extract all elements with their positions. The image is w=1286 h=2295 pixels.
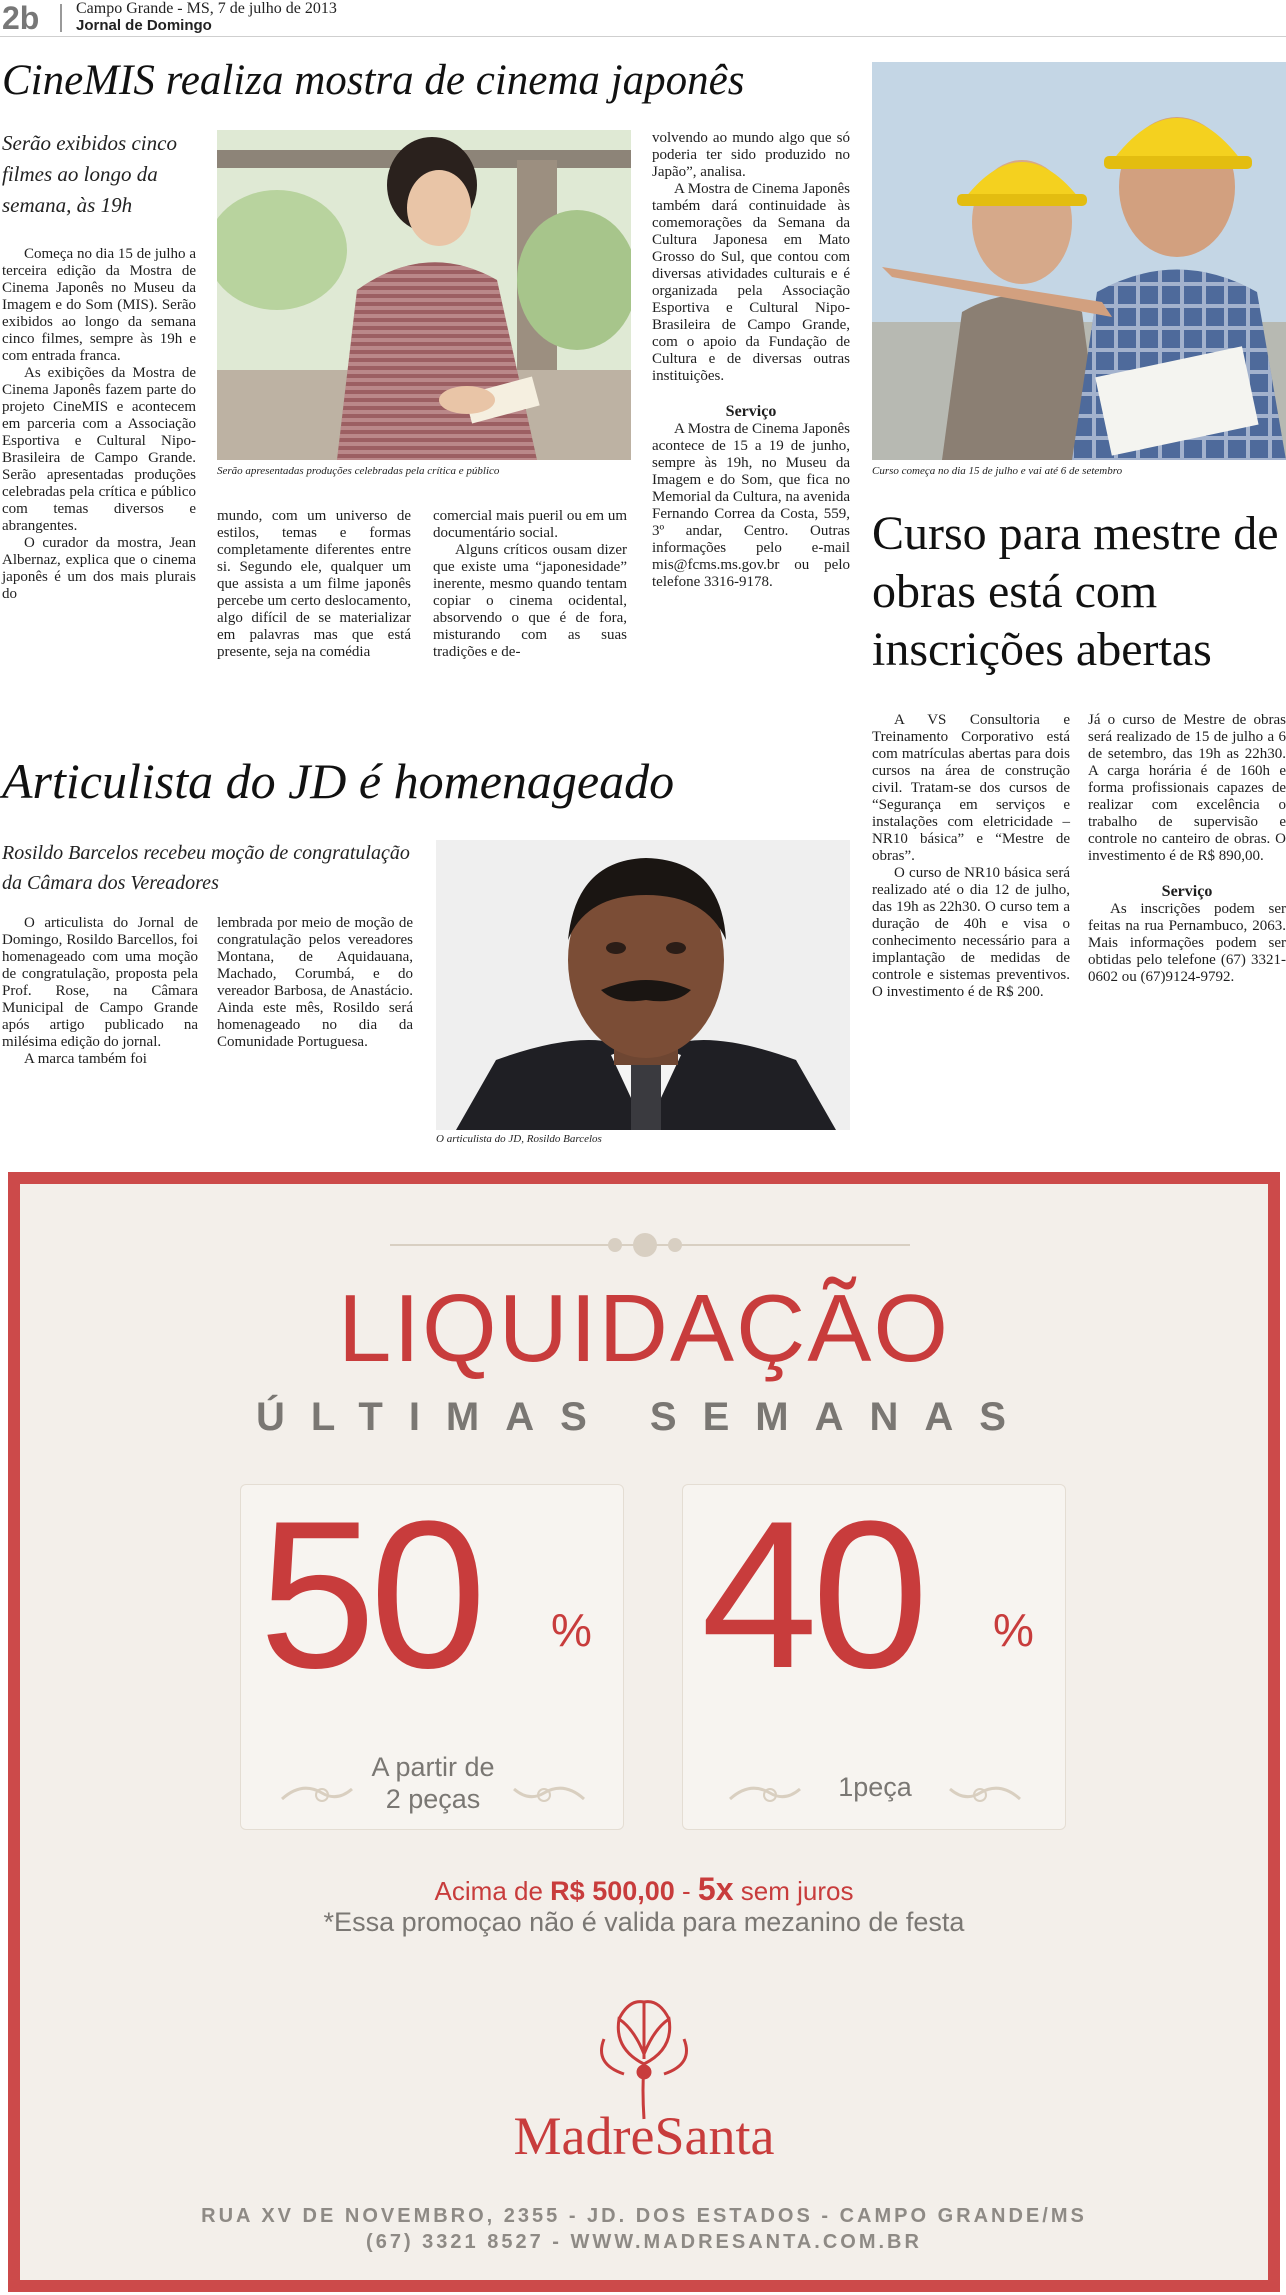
paragraph: A VS Consultoria e Treinamento Corporativo está com matrículas abertas para dois cursos na área de construção civil. Tratam-se dos cursos de “Segurança em serviços e instalações com eletricidade – NR10 básica” e “Mestre de obras”. <box>872 712 1070 864</box>
offer-50-line2: 2 peças <box>385 1784 481 1814</box>
header-divider <box>60 4 62 32</box>
flourish-right-icon <box>509 1777 589 1807</box>
paragraph: mundo, com um universo de estilos, temas e formas completamente diferentes entre si. Segundo ele, qualquer um que assista a um filme japonês percebe um certo deslocamento, algo difícil de se materializar em palavras mas que está presente, seja na comédia <box>217 508 411 660</box>
paragraph: A Mostra de Cinema Japonês também dará continuidade às comemorações da Semana da Cultura Japonesa em Mato Grosso do Sul, que contou com diversas atividades culturais e é organizada pela Associação Esportiva e Cultural Nipo-Brasileira de Campo Grande, com o apoio da Fundação de Cultura e de diversas outras instituições. <box>652 181 850 384</box>
article1-column-4 <box>652 130 850 591</box>
offer-40-box <box>682 1477 1066 1830</box>
article2-headline: Curso para mestre de obras está com inscrições abertas <box>872 507 1279 676</box>
article1-column-1 <box>2 246 196 603</box>
madresanta-advertisement <box>8 1172 1280 2292</box>
promo-installments: 5x <box>697 1871 734 1907</box>
article1-dek: Serão exibidos cinco filmes ao longo da semana, às 19h <box>2 131 177 217</box>
flourish-right-icon <box>945 1777 1025 1807</box>
offer-40-line1: 1peça <box>838 1772 912 1802</box>
header-date: Campo Grande - MS, 7 de julho de 2013 <box>76 0 337 17</box>
promo-separator: - <box>682 1876 691 1906</box>
paragraph: A marca também foi <box>24 1051 147 1067</box>
article2-photo-caption: Curso começa no dia 15 de julho e vai até 6 de setembro <box>872 465 1123 477</box>
article1-photo <box>217 130 631 460</box>
portrait-image <box>436 840 850 1130</box>
paragraph: O curador da mostra, Jean Albernaz, explica que o cinema japonês é um dos mais plurais do <box>2 535 196 602</box>
article2-column-2 <box>1088 712 1286 986</box>
promo-line <box>20 1871 1268 1907</box>
promo-amount: R$ 500,00 <box>550 1876 675 1906</box>
article2-column-1 <box>872 712 1070 1001</box>
brand-logo: MadreSanta <box>513 2106 775 2166</box>
article1-headline: CineMIS realiza mostra de cinema japonês <box>2 57 745 104</box>
store-address: RUA XV DE NOVEMBRO, 2355 - JD. DOS ESTADOS - CAMPO GRANDE/MS <box>201 2205 1087 2227</box>
offer-50-percent: % <box>551 1604 592 1656</box>
paragraph: Alguns críticos ousam dizer que existe uma “japonesidade” inerente, mesmo quando tentam copiar o cinema ocidental, absorvendo o que é de fora, misturando com as suas tradições e de- <box>433 542 627 660</box>
store-contact: (67) 3321 8527 - WWW.MADRESANTA.COM.BR <box>366 2231 922 2253</box>
flourish-left-icon <box>725 1777 805 1807</box>
ornament-dots-icon <box>600 1230 690 1260</box>
service-heading: Serviço <box>725 403 777 420</box>
article3-column-1 <box>2 915 198 1068</box>
paragraph: lembrada por meio de moção de congratulação pelos vereadores Montana, de Aquidauana, Machado, Corumbá, e do vereador Barbosa, de Anastácio. Ainda este mês, Rosildo será homenageado no dia da Comunidade Portuguesa. <box>217 915 413 1050</box>
offer-40-number: 40 <box>701 1477 923 1712</box>
paragraph: O articulista do Jornal de Domingo, Rosildo Barcellos, foi homenageado com uma moção de congratulação, proposta pela Prof. Rose, na Câmara Municipal de Campo Grande após artigo publicado na milésima edição do jornal. <box>2 915 198 1050</box>
paragraph: Começa no dia 15 de julho a terceira edição da Mostra de Cinema Japonês no Museu da Imagem e do Som (MIS). Serão exibidos ao longo da semana cinco filmes, sempre às 19h e com entrada franca. <box>2 246 196 364</box>
article2-photo <box>872 62 1286 460</box>
offer-40-percent: % <box>993 1604 1034 1656</box>
service-paragraph: As inscrições podem ser feitas na rua Pernambuco, 2063. Mais informações podem ser obtidas pelo telefone (67) 3321-0602 ou (67)9124-9792. <box>1088 901 1286 985</box>
promo-prefix: Acima de <box>434 1876 543 1906</box>
young-man-reading-image <box>217 130 631 460</box>
service-heading: Serviço <box>1161 883 1213 900</box>
flower-logo-icon <box>584 1994 704 2124</box>
offer-50-box <box>240 1477 624 1830</box>
article3-dek: Rosildo Barcelos recebeu moção de congratulação da Câmara dos Vereadores <box>2 842 410 894</box>
article3-headline: Articulista do JD é homenageado <box>2 753 675 809</box>
flourish-left-icon <box>277 1777 357 1807</box>
paragraph: As exibições da Mostra de Cinema Japonês fazem parte do projeto CineMIS e acontecem em parceria com a Associação Esportiva e Cultural Nipo-Brasileira de Campo Grande. Serão apresentadas produções celebradas pela crítica e público com temas diversos e abrangentes. <box>2 365 196 534</box>
article3-photo-caption: O articulista do JD, Rosildo Barcelos <box>436 1133 602 1145</box>
newspaper-name: Jornal de Domingo <box>76 17 212 34</box>
paragraph: comercial mais pueril ou em um documentário social. <box>433 508 627 541</box>
article3-photo <box>436 840 850 1130</box>
header-rule <box>0 36 1286 37</box>
promo-suffix: sem juros <box>740 1876 854 1906</box>
page-number: 2b <box>2 0 40 36</box>
article3-column-2 <box>217 915 413 1051</box>
offer-50-number: 50 <box>259 1477 481 1712</box>
paragraph: Já o curso de Mestre de obras será realizado de 15 de julho a 6 de setembro, das 19h as 22h30. A carga horária é de 160h e forma profissionais capazes de realizar com excelência o trabalho de supervisão e controle no canteiro de obras. O investimento é de R$ 890,00. <box>1088 712 1286 864</box>
article1-column-2 <box>217 508 411 661</box>
paragraph: volvendo ao mundo algo que só poderia ter sido produzido no Japão”, analisa. <box>652 130 850 180</box>
promo-disclaimer: *Essa promoçao não é valida para mezanino de festa <box>323 1907 965 1937</box>
article1-photo-caption: Serão apresentadas produções celebradas pela crítica e público <box>217 465 500 477</box>
service-paragraph: A Mostra de Cinema Japonês acontece de 15 a 19 de junho, sempre às 19h, no Museu da Imagem e do Som, que fica no Memorial da Cultura, na avenida Fernando Correa da Costa, 559, 3º andar, Centro. Outras informações pelo e-mail mis@fcms.ms.gov.br ou pelo telefone 3316-9178. <box>652 421 850 590</box>
offer-50-line1: A partir de <box>371 1752 495 1782</box>
ad-title: LIQUIDAÇÃO <box>337 1275 951 1382</box>
construction-workers-image <box>872 62 1286 460</box>
article1-column-3 <box>433 508 627 661</box>
paragraph: O curso de NR10 básica será realizado até o dia 12 de julho, das 19h as 22h30. O curso tem a duração de 40h e visa o conhecimento necessário para a implantação de medidas de controle e sistemas preventivos. O investimento é de R$ 200. <box>872 865 1070 1000</box>
ad-subtitle: ÚLTIMAS SEMANAS <box>256 1395 1032 1439</box>
